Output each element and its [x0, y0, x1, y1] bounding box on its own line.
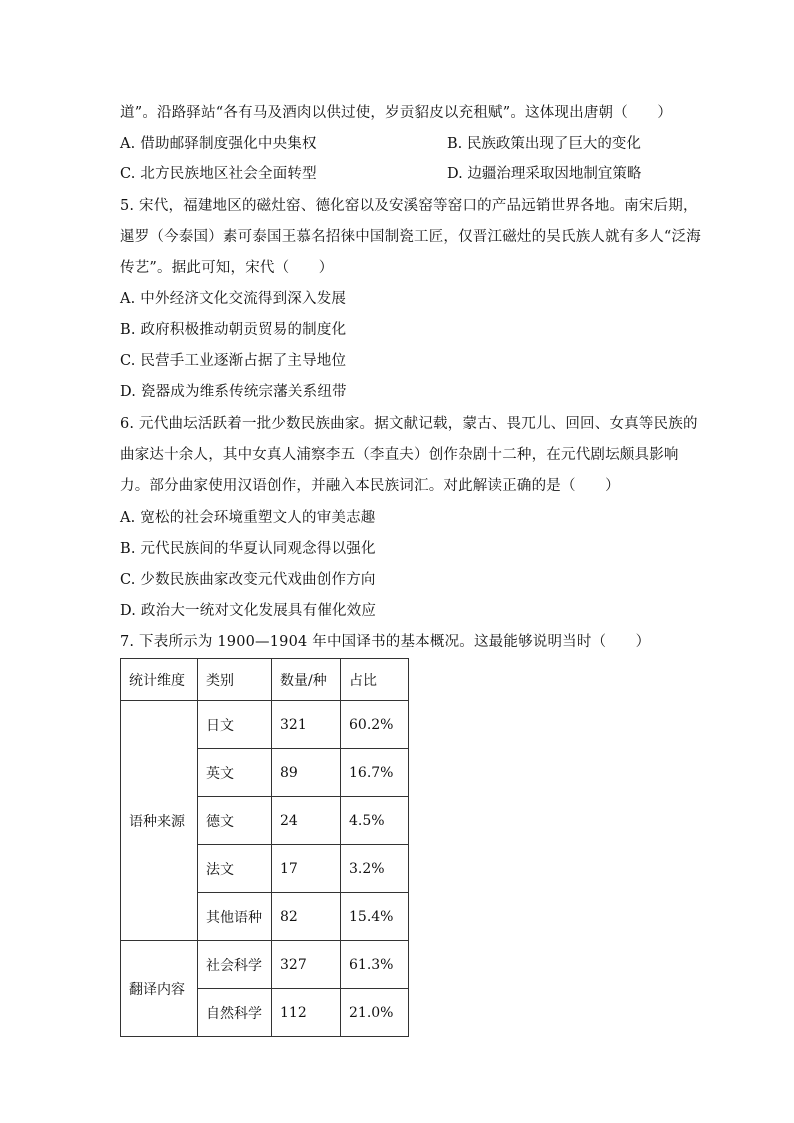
q6-option-a: A. 宽松的社会环境重塑文人的审美志趣	[120, 510, 376, 526]
header-count: 数量/种	[272, 659, 341, 701]
group-language-source: 语种来源	[121, 701, 198, 941]
row-category: 德文	[198, 797, 272, 845]
row-count: 327	[272, 941, 341, 989]
q4-option-c: C. 北方民族地区社会全面转型	[120, 166, 317, 182]
row-count: 321	[272, 701, 341, 749]
table-row	[121, 701, 409, 749]
q5-option-b: B. 政府积极推动朝贡贸易的制度化	[120, 322, 347, 338]
header-category: 类别	[198, 659, 272, 701]
row-category: 日文	[198, 701, 272, 749]
q5-option-d: D. 瓷器成为维系传统宗藩关系纽带	[120, 384, 347, 400]
q6-stem-line1: 6. 元代曲坛活跃着一批少数民族曲家。据文献记载，蒙古、畏兀儿、回回、女真等民族的	[120, 416, 698, 432]
row-category: 自然科学	[198, 989, 272, 1037]
row-share: 21.0%	[341, 989, 409, 1037]
q5-stem-line2: 暹罗（今泰国）素可泰国王慕名招徕中国制瓷工匠，仅晋江磁灶的吴氏族人就有多人“泛海	[120, 229, 701, 245]
q4-option-a: A. 借助邮驿制度强化中央集权	[120, 136, 317, 152]
row-count: 24	[272, 797, 341, 845]
row-share: 61.3%	[341, 941, 409, 989]
q5-stem-line3: 传艺”。据此可知，宋代（ ）	[120, 260, 334, 276]
row-count: 82	[272, 893, 341, 941]
row-share: 3.2%	[341, 845, 409, 893]
q6-stem-line3: 力。部分曲家使用汉语创作，并融入本民族词汇。对此解读正确的是（ ）	[120, 478, 620, 494]
row-count: 17	[272, 845, 341, 893]
header-share: 占比	[341, 659, 409, 701]
row-share: 60.2%	[341, 701, 409, 749]
row-count: 89	[272, 749, 341, 797]
q5-stem-line1: 5. 宋代，福建地区的磁灶窑、德化窑以及安溪窑等窑口的产品远销世界各地。南宋后期，	[120, 198, 698, 214]
group-translation-content: 翻译内容	[121, 941, 198, 1037]
row-category: 社会科学	[198, 941, 272, 989]
q7-stem: 7. 下表所示为 1900—1904 年中国译书的基本概况。这最能够说明当时（ ）	[120, 634, 651, 650]
q5-option-a: A. 中外经济文化交流得到深入发展	[120, 291, 347, 307]
header-dimension: 统计维度	[121, 659, 198, 701]
q5-option-c: C. 民营手工业逐渐占据了主导地位	[120, 353, 347, 369]
row-share: 4.5%	[341, 797, 409, 845]
row-share: 16.7%	[341, 749, 409, 797]
row-count: 112	[272, 989, 341, 1037]
row-category: 英文	[198, 749, 272, 797]
translation-stats-table	[120, 658, 409, 1037]
q4-option-d: D. 边疆治理采取因地制宜策略	[447, 166, 642, 182]
q6-option-d: D. 政治大一统对文化发展具有催化效应	[120, 603, 377, 619]
q6-option-b: B. 元代民族间的华夏认同观念得以强化	[120, 541, 376, 557]
q6-option-c: C. 少数民族曲家改变元代戏曲创作方向	[120, 572, 376, 588]
q6-stem-line2: 曲家达十余人，其中女真人浦察李五（李直夫）创作杂剧十二种，在元代剧坛颇具影响	[120, 447, 679, 463]
q4-option-b: B. 民族政策出现了巨大的变化	[447, 136, 641, 152]
row-category: 其他语种	[198, 893, 272, 941]
table-row	[121, 941, 409, 989]
q4-stem-tail: 道”。沿路驿站“各有马及酒肉以供过使，岁贡貂皮以充租赋”。这体现出唐朝（ ）	[120, 105, 673, 121]
row-category: 法文	[198, 845, 272, 893]
table-header-row	[121, 659, 409, 701]
row-share: 15.4%	[341, 893, 409, 941]
